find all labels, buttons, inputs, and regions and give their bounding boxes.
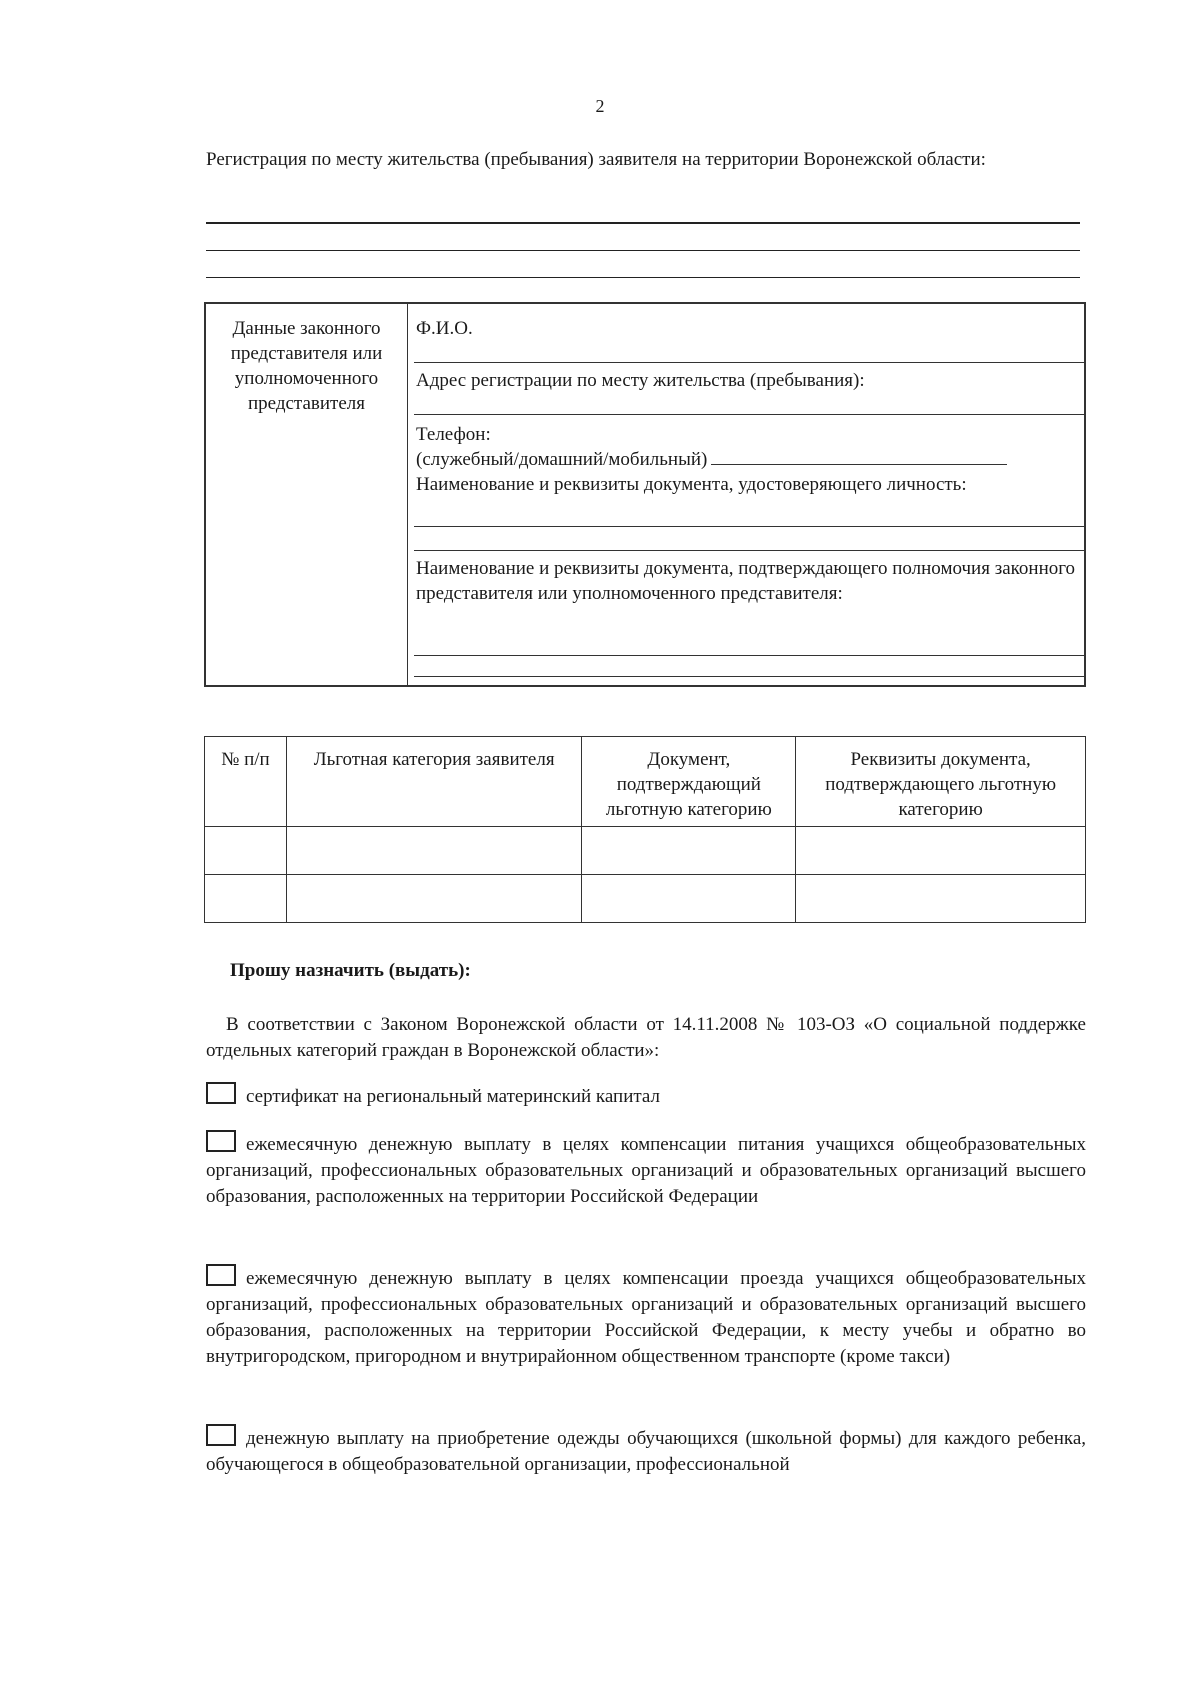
id-document-label: Наименование и реквизиты документа, удостоверяющего личность:: [416, 474, 967, 495]
table-row: [205, 875, 1086, 923]
option-text: ежемесячную денежную выплату в целях компенсации питания учащихся общеобразовательных организаций, профессиональных образовательных организаций и образовательных организаций высшего образования, расположенных на территории Российской Федерации: [206, 1134, 1086, 1207]
table-cell[interactable]: [286, 827, 582, 875]
header-category: Льготная категория заявителя: [286, 737, 582, 827]
table-cell[interactable]: [286, 875, 582, 923]
option-checkbox[interactable]: [206, 1264, 236, 1286]
header-requisites: Реквизиты документа, подтверждающего льготную категорию: [796, 737, 1086, 827]
phone-title: Телефон:: [416, 424, 491, 445]
benefit-table: [204, 736, 1086, 923]
header-document: Документ, подтверждающий льготную категорию: [582, 737, 796, 827]
table-cell[interactable]: [205, 875, 287, 923]
table-cell[interactable]: [796, 875, 1086, 923]
table-cell[interactable]: [205, 827, 287, 875]
address-label: Адрес регистрации по месту жительства (пребывания):: [416, 370, 865, 391]
id-document-input-line-2[interactable]: [414, 550, 1084, 551]
authority-input-line-1[interactable]: [414, 655, 1084, 656]
option-transport-compensation: [206, 1264, 1086, 1370]
option-text: ежемесячную денежную выплату в целях компенсации проезда учащихся общеобразовательных организаций, профессиональных образовательных организаций и образовательных организаций высшего образования, расположенных на территории Российской Федерации, к месту учебы и обратно во внутригородском, пригородном и внутрирайонном общественном транспорте (кроме такси): [206, 1268, 1086, 1367]
phone-field: [416, 447, 1082, 472]
law-reference: В соответствии с Законом Воронежской области от 14.11.2008 № 103-ОЗ «О социальной поддержке отдельных категорий граждан в Воронежской области»:: [206, 1014, 1086, 1061]
header-number: № п/п: [205, 737, 287, 827]
fio-input-line[interactable]: [414, 362, 1084, 363]
phone-input-line[interactable]: [711, 448, 1007, 465]
registration-input-line-3[interactable]: [206, 277, 1080, 278]
id-document-input-line-1[interactable]: [414, 526, 1084, 527]
authority-input-line-2[interactable]: [414, 676, 1084, 677]
option-maternity-capital: [206, 1082, 1086, 1110]
registration-label: Регистрация по месту жительства (пребывания) заявителя на территории Воронежской области:: [206, 149, 986, 170]
option-checkbox[interactable]: [206, 1424, 236, 1446]
phone-types-label: (служебный/домашний/мобильный): [416, 449, 708, 470]
representative-label: Данные законного представителя или уполномоченного представителя: [206, 304, 408, 685]
option-clothing-payment: [206, 1424, 1086, 1478]
option-text: денежную выплату на приобретение одежды обучающихся (школьной формы) для каждого ребенка, обучающегося в общеобразовательной организации, профессиональной: [206, 1428, 1086, 1475]
table-cell[interactable]: [582, 875, 796, 923]
table-cell[interactable]: [796, 827, 1086, 875]
option-checkbox[interactable]: [206, 1130, 236, 1152]
authority-document-label: Наименование и реквизиты документа, подтверждающего полномочия законного представителя или уполномоченного представителя:: [416, 558, 1076, 604]
registration-input-line-2[interactable]: [206, 250, 1080, 251]
representative-block: [204, 302, 1086, 687]
address-input-line[interactable]: [414, 414, 1084, 415]
page-number: 2: [595, 96, 605, 116]
option-checkbox[interactable]: [206, 1082, 236, 1104]
request-heading: Прошу назначить (выдать):: [230, 960, 471, 981]
fio-label: Ф.И.О.: [416, 318, 473, 339]
option-meal-compensation: [206, 1130, 1086, 1210]
table-cell[interactable]: [582, 827, 796, 875]
option-text: сертификат на региональный материнский капитал: [246, 1086, 660, 1107]
registration-input-line-1[interactable]: [206, 222, 1080, 224]
table-row: [205, 827, 1086, 875]
